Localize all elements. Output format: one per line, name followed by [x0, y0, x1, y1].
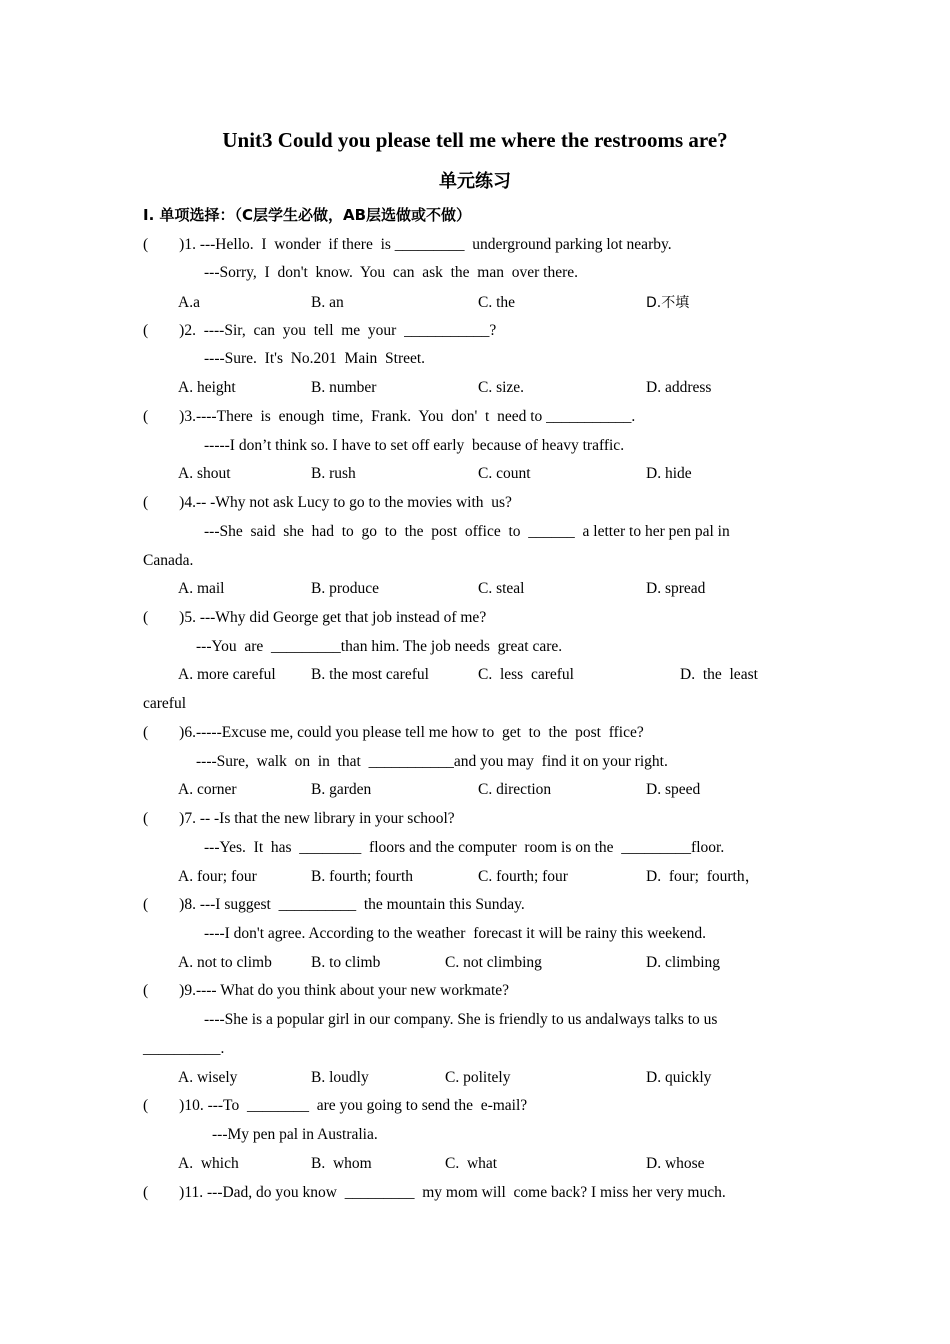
question-1-response: ---Sorry, I don't know. You can ask the man over there.	[204, 264, 578, 281]
q2-option-c: C. size.	[478, 379, 525, 396]
q1-option-c: C. the	[478, 294, 516, 311]
q10-option-b: B. whom	[311, 1155, 372, 1172]
q1-option-d: D.不填	[646, 295, 690, 311]
q5-option-a: A. more careful	[178, 666, 276, 683]
q7-option-c: C. fourth; four	[478, 868, 568, 885]
section-heading: I. 单项选择：（C层学生必做，AB层选做或不做）	[143, 206, 472, 224]
q4-option-d: D. spread	[646, 580, 706, 597]
question-8-response: ----I don't agree. According to the weather forecast it will be rainy this weekend.	[204, 925, 707, 942]
q5-option-d-wrap: careful	[143, 695, 187, 712]
q9-option-d: D. quickly	[646, 1069, 712, 1086]
question-8: ( )8. ---I suggest __________ the mountain this Sunday.	[143, 896, 525, 913]
question-6: ( )6.-----Excuse me, could you please tell me how to get to the post ffice?	[143, 724, 644, 741]
q7-option-d: D. four; fourth，	[646, 868, 761, 885]
question-4-response-wrap: Canada.	[143, 552, 194, 569]
page-title: Unit3 Could you please tell me where the restrooms are?	[222, 128, 728, 152]
q7-option-b: B. fourth; fourth	[311, 868, 414, 885]
question-6-response: ----Sure, walk on in that ___________and you may find it on your right.	[196, 753, 668, 770]
question-7: ( )7. -- -Is that the new library in your school?	[143, 810, 455, 827]
q5-option-c: C. less careful	[478, 666, 574, 683]
q3-option-b: B. rush	[311, 465, 356, 482]
q3-option-d: D. hide	[646, 465, 692, 482]
q6-option-c: C. direction	[478, 781, 552, 798]
q4-option-c: C. steal	[478, 580, 525, 597]
q7-option-a: A. four; four	[178, 868, 257, 885]
question-10: ( )10. ---To ________ are you going to send the e-mail?	[143, 1097, 528, 1114]
q10-option-c: C. what	[445, 1155, 498, 1172]
q2-option-d: D. address	[646, 379, 712, 396]
question-4: ( )4.-- -Why not ask Lucy to go to the movies with us?	[143, 494, 512, 511]
question-9-response-wrap: __________.	[143, 1040, 225, 1057]
q8-option-a: A. not to climb	[178, 954, 272, 971]
question-7-response: ---Yes. It has ________ floors and the computer room is on the _________floor.	[204, 839, 725, 856]
question-11: ( )11. ---Dad, do you know _________ my mom will come back? I miss her very much.	[143, 1184, 726, 1201]
q8-option-d: D. climbing	[646, 954, 721, 971]
q9-option-c: C. politely	[445, 1069, 511, 1086]
question-9: ( )9.---- What do you think about your new workmate?	[143, 982, 510, 999]
q4-option-a: A. mail	[178, 580, 225, 597]
q2-option-b: B. number	[311, 379, 377, 396]
question-2: ( )2. ----Sir, can you tell me your ___________?	[143, 322, 497, 339]
question-1: ( )1. ---Hello. I wonder if there is _________ underground parking lot nearby.	[143, 236, 672, 253]
q1-option-b: B. an	[311, 294, 344, 311]
q6-option-b: B. garden	[311, 781, 372, 798]
q10-option-a: A. which	[178, 1155, 239, 1172]
q1-option-a: A.a	[178, 294, 200, 311]
question-5: ( )5. ---Why did George get that job instead of me?	[143, 609, 487, 626]
q5-option-d: D. the least	[680, 666, 758, 683]
question-5-response: ---You are _________than him. The job needs great care.	[196, 638, 563, 655]
question-3: ( )3.----There is enough time, Frank. You don' t need to ___________.	[143, 408, 636, 425]
q3-option-c: C. count	[478, 465, 531, 482]
q4-option-b: B. produce	[311, 580, 380, 597]
q9-option-b: B. loudly	[311, 1069, 369, 1086]
question-9-response: ----She is a popular girl in our company. She is friendly to us andalways talks to us	[204, 1011, 718, 1028]
q8-option-c: C. not climbing	[445, 954, 542, 971]
q2-option-a: A. height	[178, 379, 236, 396]
question-4-response: ---She said she had to go to the post office to ______ a letter to her pen pal in	[204, 523, 730, 540]
q5-option-b: B. the most careful	[311, 666, 429, 683]
q10-option-d: D. whose	[646, 1155, 705, 1172]
question-2-response: ----Sure. It's No.201 Main Street.	[204, 350, 426, 367]
q8-option-b: B. to climb	[311, 954, 381, 971]
question-10-response: ---My pen pal in Australia.	[212, 1126, 378, 1143]
question-3-response: -----I don’t think so. I have to set off early because of heavy traffic.	[204, 437, 625, 454]
q6-option-a: A. corner	[178, 781, 237, 798]
q3-option-a: A. shout	[178, 465, 231, 482]
page-subtitle: 单元练习	[439, 171, 511, 192]
q6-option-d: D. speed	[646, 781, 701, 798]
q9-option-a: A. wisely	[178, 1069, 238, 1086]
